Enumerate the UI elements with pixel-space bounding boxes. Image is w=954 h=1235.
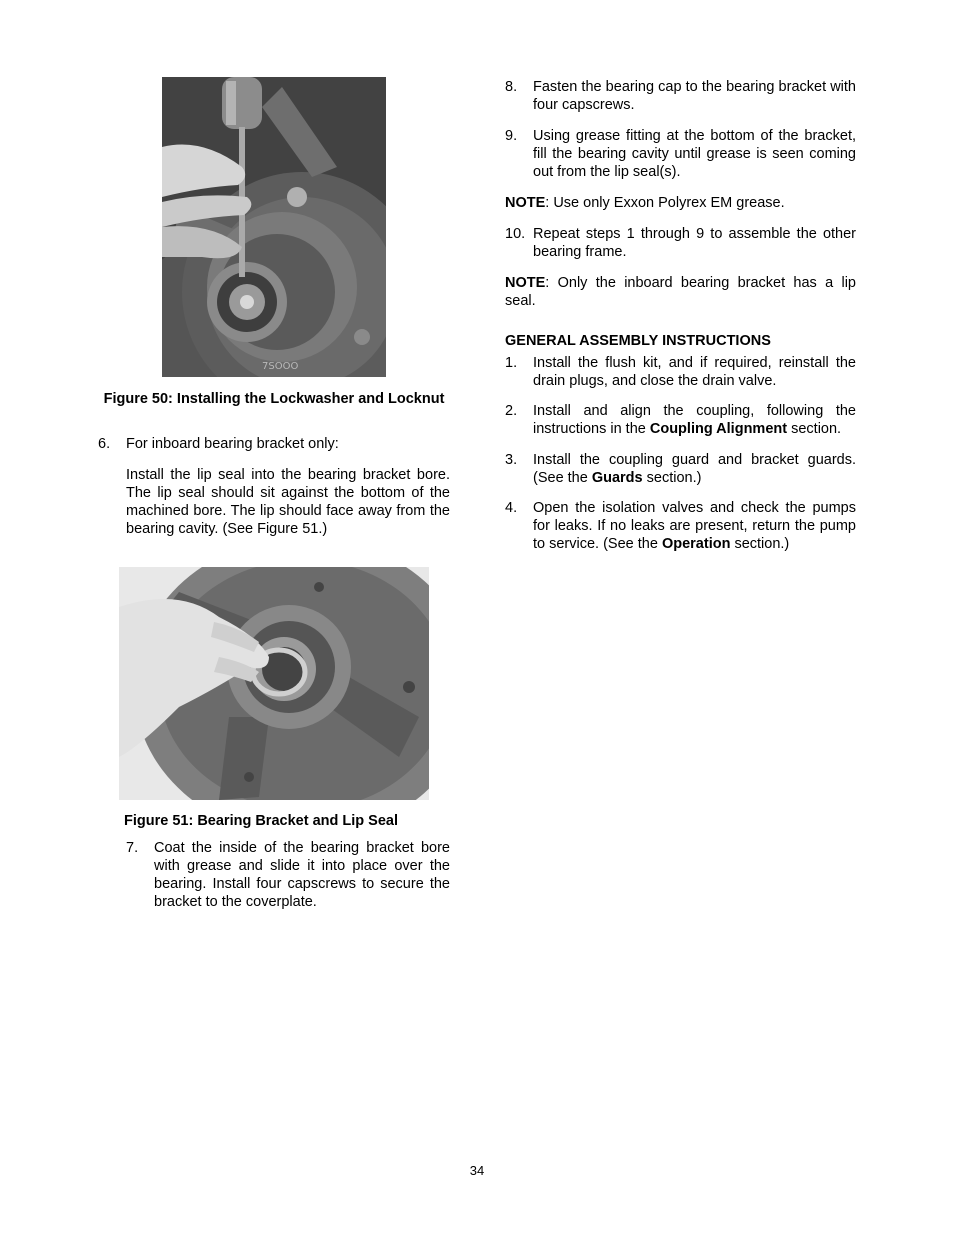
- step-8: [505, 78, 856, 114]
- step-6-body: Install the lip seal into the bearing bracket bore. The lip seal should sit against the bottom of the machined bore. The lip should face away from the bearing cavity. (See Figure 51.): [126, 467, 450, 537]
- general-item-4-post: section.): [730, 536, 790, 552]
- step-7-number: 7.: [126, 840, 139, 856]
- step-8-number: 8.: [505, 79, 518, 95]
- note-lip-seal: [505, 274, 856, 310]
- step-6-title: For inboard bearing bracket only:: [126, 436, 339, 452]
- step-7: [98, 839, 450, 911]
- general-item-1-number: 1.: [505, 355, 518, 371]
- general-item-2-number: 2.: [505, 403, 518, 419]
- general-item-4-text: Open the isolation valves and check the pumps for leaks. If no leaks are present, return the pump to service. (See the: [533, 500, 856, 552]
- step-8-text: Fasten the bearing cap to the bearing bracket with four capscrews.: [533, 79, 856, 113]
- step-7-text: Coat the inside of the bearing bracket bore with grease and slide it into place over the bearing. Install four capscrews to secure the bracket to the coverplate.: [154, 840, 450, 910]
- stamp-text: 7SOOO: [262, 361, 299, 372]
- figure-51-photo: [119, 567, 429, 800]
- general-item-2-bold: Coupling Alignment: [649, 421, 788, 437]
- general-item-1: [505, 354, 856, 390]
- general-item-3: [505, 451, 856, 487]
- figure-50-photo: [162, 77, 386, 377]
- general-item-4-bold: Operation: [661, 536, 731, 552]
- general-item-2-post: section.: [787, 421, 842, 437]
- general-assembly-heading: GENERAL ASSEMBLY INSTRUCTIONS: [505, 333, 771, 349]
- note-grease-text: : Use only Exxon Polyrex EM grease.: [545, 195, 785, 211]
- general-item-2: [505, 402, 856, 438]
- step-9-number: 9.: [505, 128, 518, 144]
- general-item-3-post: section.): [642, 470, 702, 486]
- step-10: [505, 225, 856, 261]
- page-number: 34: [469, 1163, 485, 1178]
- note-lip-seal-label: NOTE: [505, 275, 546, 291]
- step-6-number: 6.: [98, 436, 111, 452]
- general-item-3-number: 3.: [505, 452, 518, 468]
- note-lip-seal-text: : Only the inboard bearing bracket has a lip seal.: [505, 275, 856, 309]
- general-item-3-bold: Guards: [591, 470, 643, 486]
- general-item-3-text: Install the coupling guard and bracket guards. (See the: [533, 452, 856, 486]
- general-item-1-text: Install the flush kit, and if required, reinstall the drain plugs, and close the drain valve.: [533, 355, 856, 389]
- figure-51-caption: Figure 51: Bearing Bracket and Lip Seal: [124, 813, 398, 829]
- note-grease: [505, 194, 856, 212]
- right-column: [505, 78, 856, 553]
- general-item-2-text: Install and align the coupling, following the instructions in the: [533, 403, 856, 437]
- general-item-4: [505, 499, 856, 553]
- step-10-text: Repeat steps 1 through 9 to assemble the other bearing frame.: [533, 226, 856, 260]
- note-grease-label: NOTE: [505, 195, 546, 211]
- step-9: [505, 127, 856, 181]
- general-item-4-number: 4.: [505, 500, 518, 516]
- step-6: [98, 435, 450, 538]
- figure-50-caption: Figure 50: Installing the Lockwasher and Locknut: [103, 391, 445, 407]
- step-10-number: 10.: [505, 226, 526, 242]
- step-9-text: Using grease fitting at the bottom of the bracket, fill the bearing cavity until grease is seen coming out from the lip seal(s).: [533, 128, 856, 180]
